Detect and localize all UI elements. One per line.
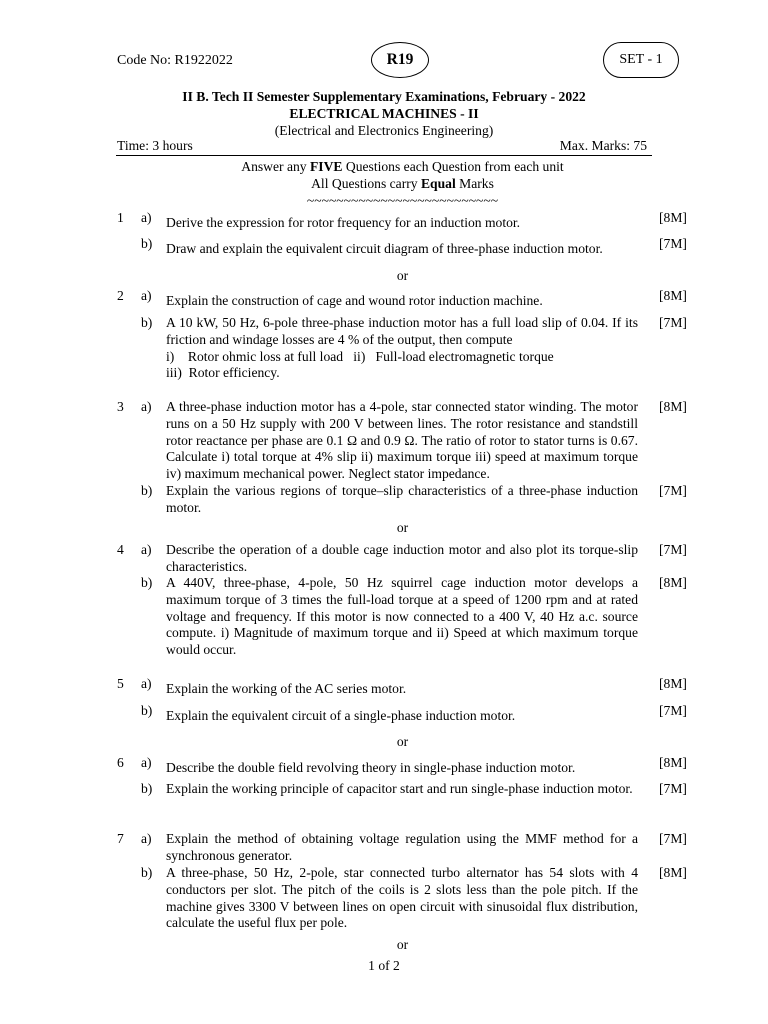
part-label: b) bbox=[141, 483, 153, 498]
question-text: A three-phase induction motor has a 4-pole, star connected stator winding. The motor runs on a 50 Hz supply with 200 V between lines. The rotor resistance and standstill rotor reactance per phase are 0.1 Ω and 0.9 Ω. The ratio of rotor to stator turns is 0.67. Calculate i) total torque at 4% slip ii) maximum torque iii) speed at maximum torque iv) maximum mechanical power. Neglect stator impedance. bbox=[166, 399, 638, 482]
part-label: b) bbox=[141, 703, 153, 718]
marks: [8M] bbox=[659, 399, 687, 414]
part-label: a) bbox=[141, 399, 152, 414]
or-separator: or bbox=[396, 937, 409, 952]
question-number: 7 bbox=[117, 831, 124, 846]
or-separator: or bbox=[396, 268, 409, 283]
question-text: Explain the various regions of torque–slip characteristics of a three-phase induction motor. bbox=[166, 483, 638, 515]
question-text: A 10 kW, 50 Hz, 6-pole three-phase induction motor has a full load slip of 0.04. If its friction and windage losses are 4 % of the output, then compute bbox=[166, 315, 638, 347]
marks: [7M] bbox=[659, 831, 687, 846]
instruction-text: Marks bbox=[455, 175, 494, 191]
part-label: a) bbox=[141, 831, 152, 846]
part-label: b) bbox=[141, 315, 153, 330]
marks: [7M] bbox=[659, 542, 687, 557]
instruction-emphasis: FIVE bbox=[310, 159, 343, 174]
max-marks: Max. Marks: 75 bbox=[559, 138, 647, 153]
marks: [8M] bbox=[659, 676, 687, 691]
question-text: Explain the working principle of capacitor start and run single-phase induction motor. bbox=[166, 781, 633, 796]
marks: [8M] bbox=[659, 865, 687, 880]
exam-title: II B. Tech II Semester Supplementary Examinations, February - 2022 bbox=[182, 89, 586, 104]
marks: [7M] bbox=[659, 483, 687, 498]
question-text: A 440V, three-phase, 4-pole, 50 Hz squirrel cage induction motor develops a maximum torque of 3 times the full-load torque at a speed of 1200 rpm and at rated voltage and frequency. If this motor is now connected to a 400 V, 40 Hz a.c. source compute. i) Magnitude of maximum torque and ii) Speed at which maximum torque would occur. bbox=[166, 575, 638, 658]
marks: [8M] bbox=[659, 755, 687, 770]
question-text: Draw and explain the equivalent circuit diagram of three-phase induction motor. bbox=[166, 241, 603, 256]
sub-item: i) Rotor ohmic loss at full load ii) Full-load electromagnetic torque bbox=[166, 348, 554, 364]
marks: [7M] bbox=[659, 781, 687, 796]
or-separator: or bbox=[396, 734, 409, 749]
instruction-emphasis: Equal bbox=[420, 175, 456, 191]
sub-item: iii) Rotor efficiency. bbox=[166, 365, 280, 381]
question-text: Describe the double field revolving theory in single-phase induction motor. bbox=[166, 760, 576, 775]
page-number: 1 of 2 bbox=[368, 958, 400, 973]
marks: [8M] bbox=[659, 575, 687, 590]
instruction-text: Questions each Question from each unit bbox=[342, 159, 564, 174]
instructions bbox=[0, 159, 768, 209]
or-separator: or bbox=[396, 520, 409, 535]
question-number: 1 bbox=[117, 210, 124, 225]
part-label: b) bbox=[141, 865, 153, 880]
code-number: Code No: R1922022 bbox=[117, 53, 233, 68]
branch-name: (Electrical and Electronics Engineering) bbox=[274, 122, 494, 138]
instruction-line-2 bbox=[0, 176, 768, 193]
part-label: b) bbox=[141, 236, 153, 251]
part-label: a) bbox=[141, 288, 152, 303]
question-text: Explain the construction of cage and wound rotor induction machine. bbox=[166, 293, 543, 308]
part-label: b) bbox=[141, 781, 153, 796]
marks: [7M] bbox=[659, 315, 687, 330]
marks: [8M] bbox=[659, 210, 687, 225]
question-text: A three-phase, 50 Hz, 2-pole, star connected turbo alternator has 54 slots with 4 conductors per slot. The pitch of the coils is 2 slots less than the pole pitch. If the machine gives 3300 V between lines on open circuit with sinusoidal flux distribution, calculate the useful flux per pole. bbox=[166, 865, 638, 931]
regulation-badge: R19 bbox=[371, 42, 429, 78]
marks: [7M] bbox=[659, 236, 687, 251]
question-text: Explain the method of obtaining voltage regulation using the MMF method for a synchronous generator. bbox=[166, 831, 638, 863]
question-block bbox=[166, 315, 638, 382]
question-text: Explain the working of the AC series motor. bbox=[166, 681, 407, 696]
question-number: 5 bbox=[117, 676, 124, 691]
header-rule bbox=[116, 155, 652, 156]
subject-title: ELECTRICAL MACHINES - II bbox=[289, 105, 479, 121]
marks: [8M] bbox=[659, 288, 687, 303]
instruction-text: Answer any bbox=[241, 159, 310, 174]
part-label: a) bbox=[141, 755, 152, 770]
question-number: 3 bbox=[117, 399, 124, 414]
marks: [7M] bbox=[659, 703, 687, 718]
part-label: a) bbox=[141, 676, 152, 691]
instruction-divider: ~~~~~~~~~~~~~~~~~~~~~~~~~~ bbox=[306, 192, 499, 208]
part-label: a) bbox=[141, 542, 152, 557]
question-text: Derive the expression for rotor frequency for an induction motor. bbox=[166, 215, 521, 230]
instruction-line-1 bbox=[0, 159, 768, 176]
set-badge: SET - 1 bbox=[603, 42, 679, 78]
question-text: Explain the equivalent circuit of a single-phase induction motor. bbox=[166, 708, 516, 723]
exam-header bbox=[0, 89, 768, 139]
question-text: Describe the operation of a double cage induction motor and also plot its torque-slip characteristics. bbox=[166, 542, 638, 574]
exam-time: Time: 3 hours bbox=[117, 138, 193, 153]
question-number: 4 bbox=[117, 542, 124, 557]
question-number: 2 bbox=[117, 288, 124, 303]
part-label: b) bbox=[141, 575, 153, 590]
question-number: 6 bbox=[117, 755, 124, 770]
instruction-text: All Questions carry bbox=[311, 175, 421, 191]
part-label: a) bbox=[141, 210, 152, 225]
